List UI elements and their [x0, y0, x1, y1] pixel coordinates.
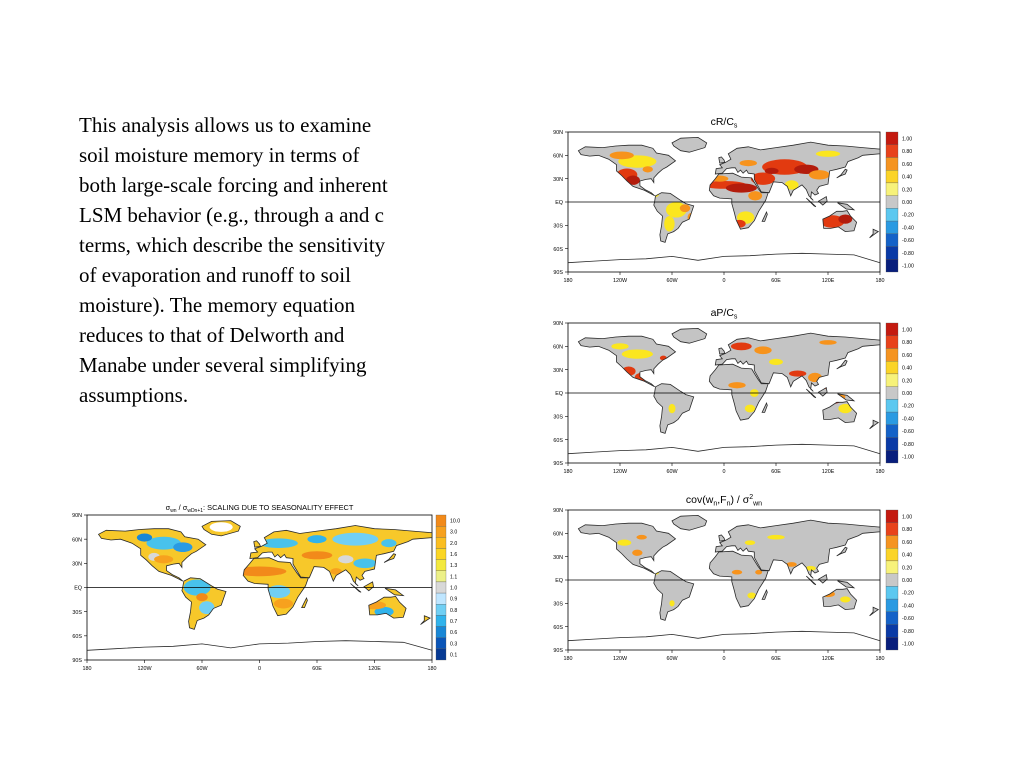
colorbar-label: 0.60 [902, 161, 913, 168]
value-patch [196, 593, 208, 601]
colorbar-swatch [886, 208, 898, 221]
x-tick-label: 180 [875, 278, 885, 284]
colorbar-label: 0.40 [902, 174, 913, 181]
value-patch [809, 170, 830, 179]
colorbar-label: 0.3 [450, 641, 458, 648]
x-tick-label: 120W [612, 278, 628, 284]
colorbar-swatch [436, 582, 446, 593]
value-patch [731, 342, 752, 350]
colorbar-swatch [436, 615, 446, 626]
value-patch [154, 555, 173, 563]
colorbar-swatch [886, 399, 898, 412]
colorbar-label: -0.60 [902, 616, 914, 623]
colorbar-label: 0.40 [902, 552, 913, 559]
value-patch [643, 166, 653, 172]
colorbar-swatch [886, 145, 898, 158]
x-tick-label: 180 [875, 656, 885, 662]
x-tick-label: 60E [771, 278, 781, 284]
body-text-line: both large-scale forcing and inherent [79, 173, 388, 197]
value-patch [769, 359, 783, 365]
value-patch [748, 191, 762, 200]
colorbar-label: -1.00 [902, 641, 914, 648]
colorbar-swatch [886, 157, 898, 170]
x-tick-label: 0 [722, 278, 726, 284]
colorbar-label: -1.00 [902, 263, 914, 270]
value-patch [210, 522, 233, 532]
colorbar-label: -0.40 [902, 603, 914, 610]
colorbar-swatch [886, 323, 898, 336]
x-tick-label: 60W [666, 469, 678, 475]
colorbar-swatch [436, 571, 446, 582]
colorbar-swatch [886, 625, 898, 638]
y-tick-label: 90S [553, 461, 563, 468]
map-panel [568, 132, 880, 272]
colorbar-swatch [886, 612, 898, 625]
colorbar-label: 0.9 [450, 596, 458, 603]
colorbar-label: 1.0 [450, 585, 458, 592]
y-tick-label: 60S [553, 246, 563, 253]
y-tick-label: 30N [553, 367, 563, 374]
colorbar-label: 0.20 [902, 187, 913, 194]
colorbar-swatch [886, 561, 898, 574]
x-tick-label: 120W [612, 656, 628, 662]
x-tick-label: 180 [563, 656, 573, 662]
colorbar-swatch [886, 586, 898, 599]
y-tick-label: EQ [555, 578, 563, 585]
colorbar-label: 1.3 [450, 563, 458, 570]
colorbar-swatch [886, 247, 898, 260]
colorbar-swatch [886, 374, 898, 387]
value-patch [745, 405, 755, 413]
x-tick-label: 0 [722, 656, 726, 662]
value-patch [338, 555, 353, 563]
map-panel [568, 323, 880, 463]
x-tick-label: 120E [821, 656, 835, 662]
colorbar-swatch [886, 523, 898, 536]
colorbar-label: 10.0 [450, 518, 461, 525]
x-tick-label: 180 [427, 666, 437, 672]
colorbar-label: 0.20 [902, 565, 913, 572]
colorbar-swatch [886, 170, 898, 183]
colorbar-swatch [886, 637, 898, 650]
body-text-line: reduces to that of Delworth and [79, 323, 345, 347]
cov-chart-svg [536, 490, 926, 670]
body-text-line: LSM behavior (e.g., through a and c [79, 203, 385, 227]
colorbar-swatch [886, 196, 898, 209]
colorbar-label: 1.00 [902, 136, 913, 143]
value-patch [680, 204, 690, 212]
value-patch [302, 551, 333, 559]
colorbar-label: 0.40 [902, 365, 913, 372]
y-tick-label: 90N [72, 513, 82, 520]
value-patch [617, 540, 631, 546]
colorbar-label: -0.80 [902, 628, 914, 635]
colorbar-swatch [436, 537, 446, 548]
colorbar-label: 0.80 [902, 527, 913, 534]
value-patch [745, 540, 755, 545]
colorbar-label: -0.20 [902, 590, 914, 597]
x-tick-label: 180 [563, 278, 573, 284]
value-patch [726, 183, 757, 192]
colorbar-swatch [436, 604, 446, 615]
colorbar-swatch [886, 132, 898, 145]
colorbar-swatch [886, 510, 898, 523]
value-patch [610, 151, 634, 159]
value-patch [636, 535, 646, 540]
seasonality-chart-svg [65, 497, 475, 679]
y-tick-label: 60S [72, 634, 82, 641]
value-patch [765, 168, 779, 174]
chart-title: $cR/C_s$ [710, 116, 738, 130]
body-text-line: soil moisture memory in terms of [79, 143, 360, 167]
colorbar-label: 1.00 [902, 327, 913, 334]
value-patch [274, 599, 293, 609]
y-tick-label: 60N [553, 344, 563, 351]
map-panel [568, 510, 880, 650]
y-tick-label: 90S [553, 270, 563, 277]
cr-map [536, 112, 926, 292]
y-tick-label: 30S [72, 609, 82, 616]
y-tick-label: 60S [553, 437, 563, 444]
y-tick-label: 60N [72, 537, 82, 544]
y-tick-label: EQ [555, 391, 563, 398]
x-tick-label: 60E [771, 469, 781, 475]
colorbar-swatch [436, 638, 446, 649]
y-tick-label: 30S [553, 223, 563, 230]
value-patch [732, 570, 742, 575]
colorbar-label: -0.60 [902, 238, 914, 245]
colorbar-label: 0.8 [450, 607, 458, 614]
value-patch [622, 349, 653, 358]
colorbar-swatch [886, 548, 898, 561]
value-patch [664, 216, 674, 232]
colorbar-swatch [886, 234, 898, 247]
x-tick-label: 180 [82, 666, 92, 672]
colorbar-swatch [886, 336, 898, 349]
y-tick-label: 60S [553, 624, 563, 631]
colorbar-swatch [886, 259, 898, 272]
colorbar-label: -0.80 [902, 441, 914, 448]
colorbar-swatch [436, 526, 446, 537]
body-text-line: Manabe under several simplifying [79, 353, 367, 377]
y-tick-label: 90N [553, 130, 563, 137]
x-tick-label: 120E [368, 666, 381, 672]
colorbar-label: -0.60 [902, 429, 914, 436]
colorbar-label: 0.7 [450, 618, 458, 625]
colorbar-swatch [886, 599, 898, 612]
body-text-line: terms, which describe the sensitivity [79, 233, 386, 257]
colorbar-label: -0.20 [902, 403, 914, 410]
ap-map [536, 303, 926, 483]
x-tick-label: 120W [137, 666, 152, 672]
body-text-line: of evaporation and runoff to soil [79, 263, 351, 287]
colorbar-swatch [886, 574, 898, 587]
colorbar-label: 3.0 [450, 529, 458, 536]
colorbar-swatch [436, 515, 446, 526]
colorbar-swatch [886, 221, 898, 234]
colorbar-label: -0.80 [902, 250, 914, 257]
y-tick-label: 30S [553, 601, 563, 608]
y-tick-label: 90N [553, 508, 563, 515]
value-patch [816, 151, 840, 157]
colorbar-swatch [886, 387, 898, 400]
x-tick-label: 60W [666, 656, 678, 662]
colorbar-label: 0.80 [902, 340, 913, 347]
y-tick-label: EQ [555, 200, 563, 207]
y-tick-label: 90N [553, 321, 563, 328]
map-panel [87, 515, 432, 660]
colorbar-label: 0.00 [902, 578, 913, 584]
body-text [79, 110, 469, 410]
cr-chart-svg [536, 112, 926, 292]
colorbar-swatch [886, 425, 898, 438]
x-tick-label: 60W [196, 666, 208, 672]
y-tick-label: EQ [74, 585, 82, 592]
value-patch [611, 343, 628, 349]
colorbar-label: 0.80 [902, 149, 913, 156]
colorbar-label: 0.60 [902, 352, 913, 359]
colorbar-swatch [886, 348, 898, 361]
colorbar-label: -0.20 [902, 212, 914, 219]
colorbar-label: 0.20 [902, 378, 913, 385]
colorbar-label: 2.0 [450, 540, 458, 547]
value-patch [819, 340, 836, 345]
value-patch [669, 600, 674, 606]
colorbar-label: 1.6 [450, 552, 458, 559]
value-patch [267, 585, 290, 598]
seasonality-map [65, 497, 475, 679]
chart-title: $cov(w_n,F_n) / \sigma^2_{wn}$ [685, 494, 763, 508]
body-text-line: moisture). The memory equation [79, 293, 356, 317]
colorbar-swatch [436, 649, 446, 660]
x-tick-label: 180 [563, 469, 573, 475]
colorbar-swatch [886, 535, 898, 548]
y-tick-label: 90S [553, 648, 563, 655]
value-patch [740, 160, 757, 166]
colorbar-swatch [436, 627, 446, 638]
x-tick-label: 0 [722, 469, 726, 475]
value-patch [307, 535, 326, 543]
value-patch [840, 596, 850, 602]
y-tick-label: 60N [553, 531, 563, 538]
x-tick-label: 0 [258, 666, 261, 672]
colorbar-label: -0.40 [902, 225, 914, 232]
y-tick-label: 60N [553, 153, 563, 160]
x-tick-label: 120E [821, 278, 835, 284]
colorbar-label: 1.1 [450, 574, 458, 581]
x-tick-label: 60E [771, 656, 781, 662]
colorbar-label: 0.00 [902, 391, 913, 397]
colorbar-label: 1.00 [902, 514, 913, 521]
cov-map [536, 490, 926, 670]
y-tick-label: 30N [553, 176, 563, 183]
x-tick-label: 180 [875, 469, 885, 475]
ap-chart-svg [536, 303, 926, 483]
colorbar-swatch [886, 183, 898, 196]
x-tick-label: 60E [312, 666, 322, 672]
x-tick-label: 120W [612, 469, 628, 475]
y-tick-label: 30N [72, 561, 82, 568]
y-tick-label: 30S [553, 414, 563, 421]
body-text-line: assumptions. [79, 383, 189, 407]
colorbar-swatch [886, 361, 898, 374]
value-patch [353, 559, 376, 569]
value-patch [632, 550, 642, 556]
value-patch [767, 535, 784, 540]
value-patch [332, 533, 378, 546]
colorbar-label: 0.1 [450, 652, 458, 659]
value-patch [173, 542, 192, 552]
colorbar-swatch [436, 560, 446, 571]
colorbar-label: 0.00 [902, 200, 913, 206]
x-tick-label: 120E [821, 469, 835, 475]
y-tick-label: 90S [72, 658, 82, 665]
y-tick-label: 30N [553, 554, 563, 561]
colorbar-label: -0.40 [902, 416, 914, 423]
chart-title: $aP/C_s$ [710, 307, 738, 321]
value-patch [789, 370, 806, 376]
x-tick-label: 60W [666, 278, 678, 284]
colorbar-swatch [886, 412, 898, 425]
value-patch [754, 346, 771, 354]
colorbar-swatch [886, 450, 898, 463]
value-patch [728, 382, 745, 388]
colorbar-swatch [436, 548, 446, 559]
colorbar-swatch [886, 438, 898, 451]
value-patch [137, 534, 152, 542]
value-patch [669, 404, 676, 413]
body-text-line: This analysis allows us to examine [79, 113, 372, 137]
colorbar-swatch [436, 593, 446, 604]
colorbar-label: 0.60 [902, 539, 913, 546]
value-patch [381, 539, 396, 547]
colorbar-label: -1.00 [902, 454, 914, 461]
colorbar-label: 0.6 [450, 630, 458, 637]
chart-title: $\sigma_{wn} / \sigma_{wDn+1}$: SCALING DUE TO SEASONALITY EFFECT [165, 503, 354, 514]
